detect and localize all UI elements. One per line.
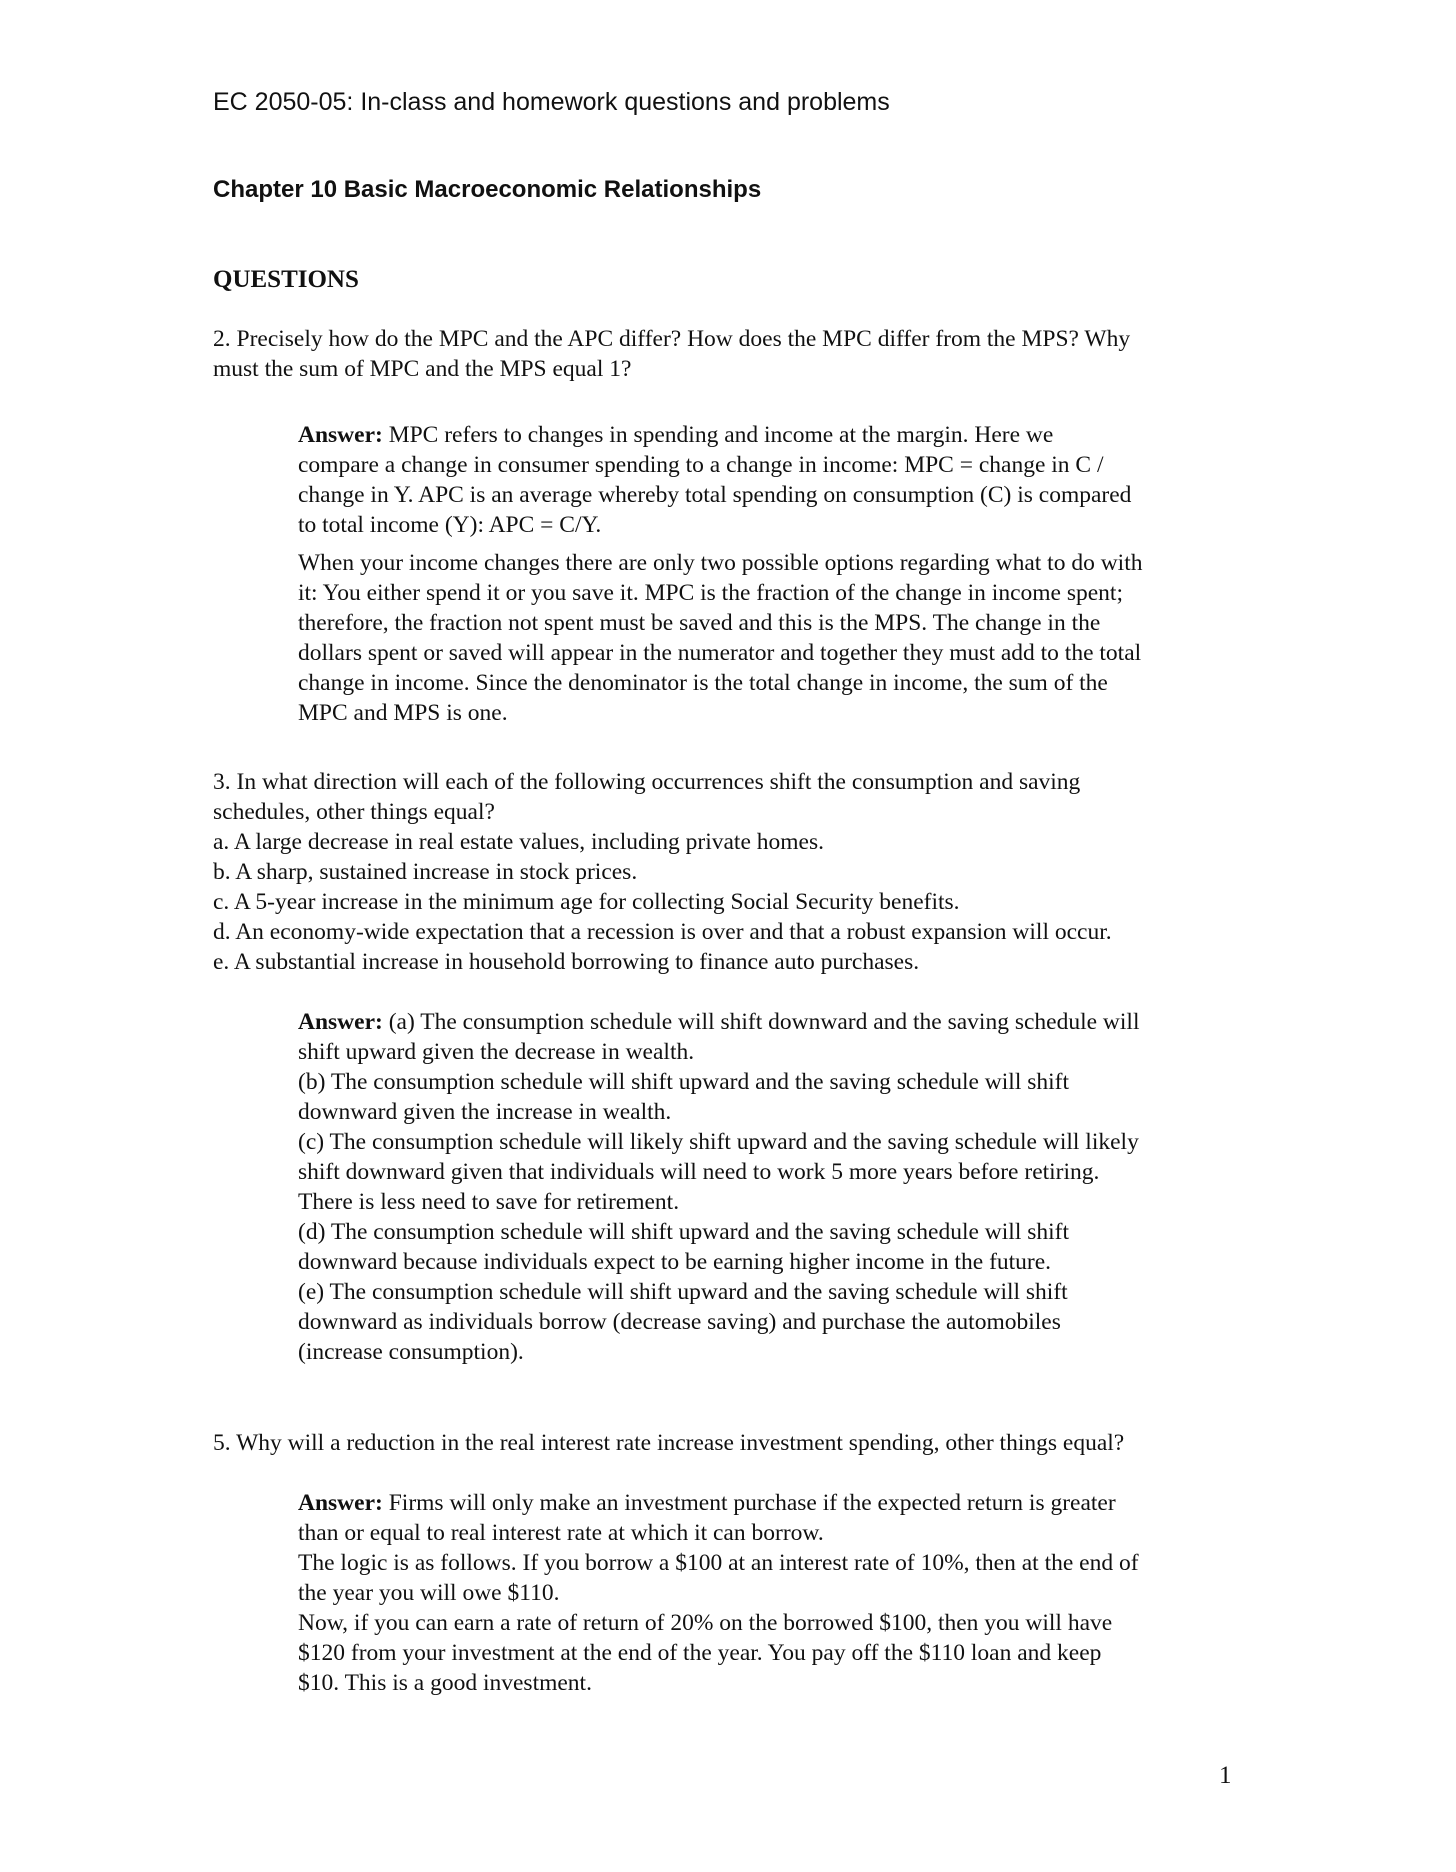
question-3-line: schedules, other things equal? [213, 799, 495, 825]
answer-2-first-text: MPC refers to changes in spending and income at the margin. Here we [382, 422, 1054, 448]
answer-2 [298, 420, 1246, 728]
question-2-line: must the sum of MPC and the MPS equal 1? [213, 356, 632, 382]
answer-5-line: Now, if you can earn a rate of return of 20% on the borrowed $100, then you will have [298, 1610, 1113, 1636]
answer-2-first-line [298, 420, 1246, 450]
answer-5 [298, 1488, 1246, 1698]
answer-3-line: There is less need to save for retirement. [298, 1189, 680, 1215]
question-2-line: 2. Precisely how do the MPC and the APC differ? How does the MPC differ from the MPS? Why [213, 326, 1131, 352]
answer-5-line: $120 from your investment at the end of the year. You pay off the $110 loan and keep [298, 1640, 1102, 1666]
answer-3-line: (b) The consumption schedule will shift upward and the saving schedule will shift [298, 1069, 1070, 1095]
answer-2-para2-line: dollars spent or saved will appear in the numerator and together they must add to the total [298, 640, 1142, 666]
answer-3-line: (increase consumption). [298, 1339, 524, 1365]
answer-label: Answer: [298, 422, 383, 448]
answer-5-first-line [298, 1488, 1246, 1518]
answer-2-para2-line: change in income. Since the denominator is the total change in income, the sum of the [298, 670, 1108, 696]
question-3-item-b: b. A sharp, sustained increase in stock prices. [213, 859, 638, 885]
question-3-item-c: c. A 5-year increase in the minimum age for collecting Social Security benefits. [213, 889, 960, 915]
answer-2-para2-line: therefore, the fraction not spent must be saved and this is the MPS. The change in the [298, 610, 1101, 636]
answer-2-para2-line: it: You either spend it or you save it. MPC is the fraction of the change in income spent; [298, 580, 1123, 606]
answer-3-first-text: (a) The consumption schedule will shift downward and the saving schedule will [382, 1009, 1140, 1035]
answer-2-line: to total income (Y): APC = C/Y. [298, 512, 602, 538]
answer-5-line: the year you will owe $110. [298, 1580, 560, 1606]
questions-heading: QUESTIONS [213, 266, 359, 293]
answer-3-first-line [298, 1007, 1246, 1037]
answer-5-line: The logic is as follows. If you borrow a $100 at an interest rate of 10%, then at the end of [298, 1550, 1139, 1576]
answer-3-line: (d) The consumption schedule will shift upward and the saving schedule will shift [298, 1219, 1070, 1245]
question-3-item-e: e. A substantial increase in household borrowing to finance auto purchases. [213, 949, 920, 975]
answer-label: Answer: [298, 1009, 383, 1035]
answer-3-line: shift upward given the decrease in wealth. [298, 1039, 695, 1065]
question-3-line: 3. In what direction will each of the following occurrences shift the consumption and saving [213, 769, 1081, 795]
answer-3-line: shift downward given that individuals will need to work 5 more years before retiring. [298, 1159, 1100, 1185]
answer-5-line: than or equal to real interest rate at which it can borrow. [298, 1520, 824, 1546]
answer-3-line: downward given the increase in wealth. [298, 1099, 672, 1125]
answer-3-line: (c) The consumption schedule will likely shift upward and the saving schedule will likely [298, 1129, 1139, 1155]
question-3-item-d: d. An economy-wide expectation that a recession is over and that a robust expansion will occur. [213, 919, 1112, 945]
answer-5-line: $10. This is a good investment. [298, 1670, 592, 1696]
answer-label: Answer: [298, 1490, 383, 1516]
question-3-item-a: a. A large decrease in real estate values, including private homes. [213, 829, 824, 855]
answer-2-line: compare a change in consumer spending to a change in income: MPC = change in C / [298, 452, 1104, 478]
answer-3 [298, 1007, 1246, 1367]
answer-2-para2-line: When your income changes there are only two possible options regarding what to do with [298, 550, 1143, 576]
question-5-line: 5. Why will a reduction in the real interest rate increase investment spending, other things equal? [213, 1430, 1125, 1456]
answer-2-para2-line: MPC and MPS is one. [298, 700, 508, 726]
answer-3-line: (e) The consumption schedule will shift upward and the saving schedule will shift [298, 1279, 1068, 1305]
page-number: 1 [1219, 1762, 1232, 1789]
chapter-title: Chapter 10 Basic Macroeconomic Relationships [213, 176, 762, 203]
answer-3-line: downward because individuals expect to be earning higher income in the future. [298, 1249, 1052, 1275]
answer-5-first-text: Firms will only make an investment purchase if the expected return is greater [382, 1490, 1116, 1516]
answer-2-line: change in Y. APC is an average whereby total spending on consumption (C) is compared [298, 482, 1132, 508]
question-5 [213, 1428, 1243, 1458]
document-header-title: EC 2050-05: In-class and homework questions and problems [213, 88, 890, 116]
question-3 [213, 767, 1243, 977]
answer-3-line: downward as individuals borrow (decrease saving) and purchase the automobiles [298, 1309, 1061, 1335]
question-2 [213, 324, 1243, 384]
